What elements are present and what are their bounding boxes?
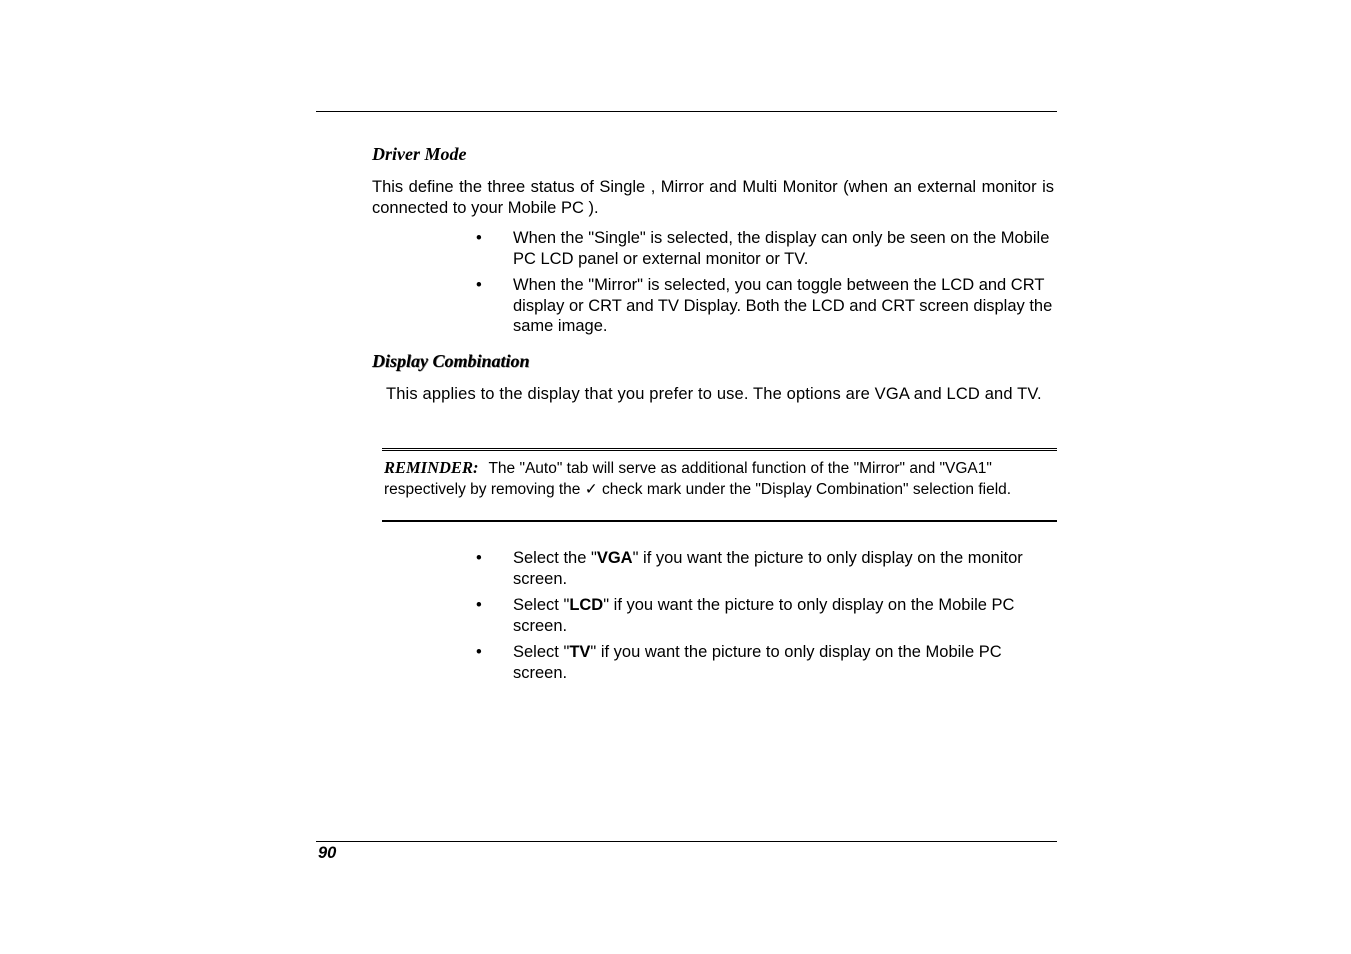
list-item <box>476 548 1056 589</box>
driver-mode-paragraph: This define the three status of Single , Mirror and Multi Monitor (when an external monitor is connected to your Mobile PC ). <box>372 178 1054 217</box>
option-name-vga: VGA <box>596 549 633 567</box>
reminder-text <box>384 457 1034 500</box>
bullet-icon: • <box>476 643 482 661</box>
check-mark-icon: ✓ <box>584 481 598 498</box>
list-item <box>476 228 1056 269</box>
option-prefix: Select " <box>513 596 570 614</box>
option-prefix: Select " <box>513 643 570 661</box>
driver-mode-list <box>476 228 1056 337</box>
display-options-list <box>476 548 1056 683</box>
bullet-icon: • <box>476 229 482 247</box>
reminder-text-before: The "Auto" tab will serve as additional function of the "Mirror" and "VGA1" respectively by removing the <box>384 460 992 498</box>
option-suffix: " if you want the picture to only display on the Mobile PC screen. <box>513 596 1015 635</box>
list-item <box>476 275 1056 337</box>
bullet-icon: • <box>476 276 482 294</box>
page-number: 90 <box>318 844 337 862</box>
list-item <box>476 642 1056 683</box>
footer-rule <box>316 841 1057 842</box>
option-suffix: " if you want the picture to only display on the monitor screen. <box>513 549 1023 588</box>
reminder-box <box>382 448 1057 522</box>
list-item-text: When the "Single" is selected, the display can only be seen on the Mobile PC LCD panel or external monitor or TV. <box>513 229 1050 268</box>
option-prefix: Select the " <box>513 549 597 567</box>
bullet-icon: • <box>476 549 482 567</box>
bullet-icon: • <box>476 596 482 614</box>
option-suffix: " if you want the picture to only display on the Mobile PC screen. <box>513 643 1002 682</box>
option-name-lcd: LCD <box>569 596 604 614</box>
display-combination-paragraph: This applies to the display that you prefer to use. The options are VGA and LCD and TV. <box>386 385 1042 403</box>
list-item-text: When the "Mirror" is selected, you can toggle between the LCD and CRT display or CRT and TV Display. Both the LCD and CRT screen display the same image. <box>513 276 1053 335</box>
reminder-text-after: check mark under the "Display Combination" selection field. <box>597 481 1012 498</box>
reminder-label: REMINDER: <box>384 458 479 477</box>
list-item <box>476 595 1056 636</box>
option-name-tv: TV <box>569 643 591 661</box>
driver-mode-heading: Driver Mode <box>372 144 467 164</box>
display-combination-heading: Display Combination <box>372 351 530 371</box>
header-rule <box>316 111 1057 112</box>
